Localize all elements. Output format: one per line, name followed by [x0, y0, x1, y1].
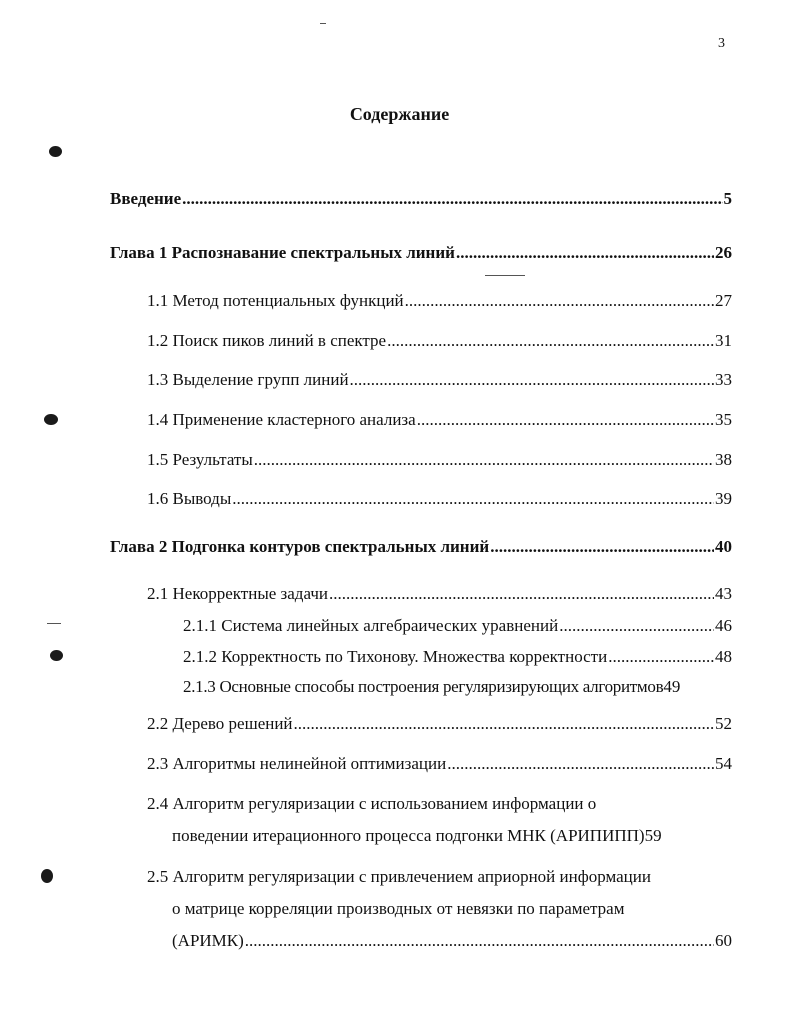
toc-entry-page: 60: [715, 931, 732, 950]
leader-dots: [294, 713, 714, 735]
toc-entry-label: 1.5 Результаты: [147, 450, 253, 469]
toc-entry-2-5-line-2[interactable]: о матрице корреляции производных от невязки по параметрам: [172, 899, 625, 918]
toc-entry-page: 40: [715, 537, 732, 556]
toc-entry-2-5[interactable]: [172, 930, 732, 952]
toc-entry-label: 2.1 Некорректные задачи: [147, 584, 328, 603]
toc-entry-page: 27: [715, 291, 732, 310]
toc-entry-page: 54: [715, 754, 732, 773]
leader-dots: [456, 242, 714, 264]
toc-entry-1-1[interactable]: [147, 290, 732, 312]
toc-entry-label: 2.1.1 Система линейных алгебраических уравнений: [183, 616, 559, 635]
leader-dots: [232, 488, 714, 510]
toc-entry-page: 31: [715, 331, 732, 350]
leader-dots: [559, 615, 714, 637]
toc-entry-2-1-3[interactable]: [183, 676, 732, 698]
toc-entry-page: 39: [715, 489, 732, 508]
toc-entry-label: поведении итерационного процесса подгонки МНК (АРИПИПП): [172, 826, 645, 845]
toc-entry-label: (АРИМК): [172, 931, 244, 950]
toc-entry-page: 35: [715, 410, 732, 429]
scan-mark: [41, 869, 53, 883]
toc-entry-label: 2.3 Алгоритмы нелинейной оптимизации: [147, 754, 447, 773]
toc-entry-chapter-2[interactable]: [110, 536, 732, 558]
toc-entry-1-6[interactable]: [147, 488, 732, 510]
toc-entry-2-1[interactable]: [147, 583, 732, 605]
toc-entry-label: 2.1.2 Корректность по Тихонову. Множества корректности: [183, 647, 608, 666]
leader-dots: [254, 449, 714, 471]
toc-entry-2-1-2[interactable]: [183, 646, 732, 668]
toc-entry-page: 49: [663, 677, 681, 696]
toc-entry-label: 1.3 Выделение групп линий: [147, 370, 349, 389]
toc-entry-2-1-1[interactable]: [183, 615, 732, 637]
toc-entry-page: 46: [715, 616, 732, 635]
page-title: Содержание: [349, 104, 450, 124]
toc-entry-label: Глава 1 Распознавание спектральных линий: [110, 243, 455, 262]
toc-entry-label: 1.1 Метод потенциальных функций: [147, 291, 404, 310]
toc-entry-2-5-line-1[interactable]: 2.5 Алгоритм регуляризации с привлечением априорной информации: [147, 867, 651, 886]
scan-mark: [50, 650, 63, 661]
toc-entry-label: Введение: [110, 189, 182, 208]
toc-entry-page: 33: [715, 370, 732, 389]
leader-dots: [417, 409, 714, 431]
leader-dots: [182, 188, 722, 210]
leader-dots: [447, 753, 714, 775]
toc-entry-label: 1.2 Поиск пиков линий в спектре: [147, 331, 387, 350]
toc-entry-2-2[interactable]: [147, 713, 732, 735]
toc-entry-1-2[interactable]: [147, 330, 732, 352]
toc-entry-2-4-line-1[interactable]: 2.4 Алгоритм регуляризации с использованием информации о: [147, 794, 597, 813]
scan-mark: [44, 414, 58, 425]
scan-speck: [485, 275, 525, 276]
leader-dots: [387, 330, 714, 352]
toc-entry-page: 52: [715, 714, 732, 733]
toc-entry-introduction[interactable]: [110, 188, 732, 210]
toc-entry-2-4[interactable]: [172, 825, 732, 847]
toc-entry-page: 59: [644, 826, 662, 845]
page-number: 3: [718, 36, 725, 51]
leader-dots: [608, 646, 714, 668]
toc-entry-1-3[interactable]: [147, 369, 732, 391]
toc-entry-page: 26: [715, 243, 732, 262]
toc-entry-2-3[interactable]: [147, 753, 732, 775]
scan-speck: [47, 623, 61, 624]
toc-entry-label: 1.6 Выводы: [147, 489, 232, 508]
leader-dots: [329, 583, 714, 605]
toc-entry-1-4[interactable]: [147, 409, 732, 431]
scan-mark: [49, 146, 62, 157]
scan-speck: [320, 23, 326, 24]
leader-dots: [405, 290, 714, 312]
toc-entry-label: 1.4 Применение кластерного анализа: [147, 410, 416, 429]
leader-dots: [245, 930, 714, 952]
toc-entry-1-5[interactable]: [147, 449, 732, 471]
toc-entry-label: 2.2 Дерево решений: [147, 714, 293, 733]
toc-entry-label: 2.1.3 Основные способы построения регуляризирующих алгоритмов: [183, 677, 664, 696]
toc-entry-page: 38: [715, 450, 732, 469]
toc-entry-page: 43: [715, 584, 732, 603]
toc-entry-label: Глава 2 Подгонка контуров спектральных линий: [110, 537, 490, 556]
leader-dots: [350, 369, 714, 391]
leader-dots: [490, 536, 714, 558]
toc-entry-page: 5: [723, 189, 732, 208]
toc-entry-chapter-1[interactable]: [110, 242, 732, 264]
toc-entry-page: 48: [715, 647, 732, 666]
